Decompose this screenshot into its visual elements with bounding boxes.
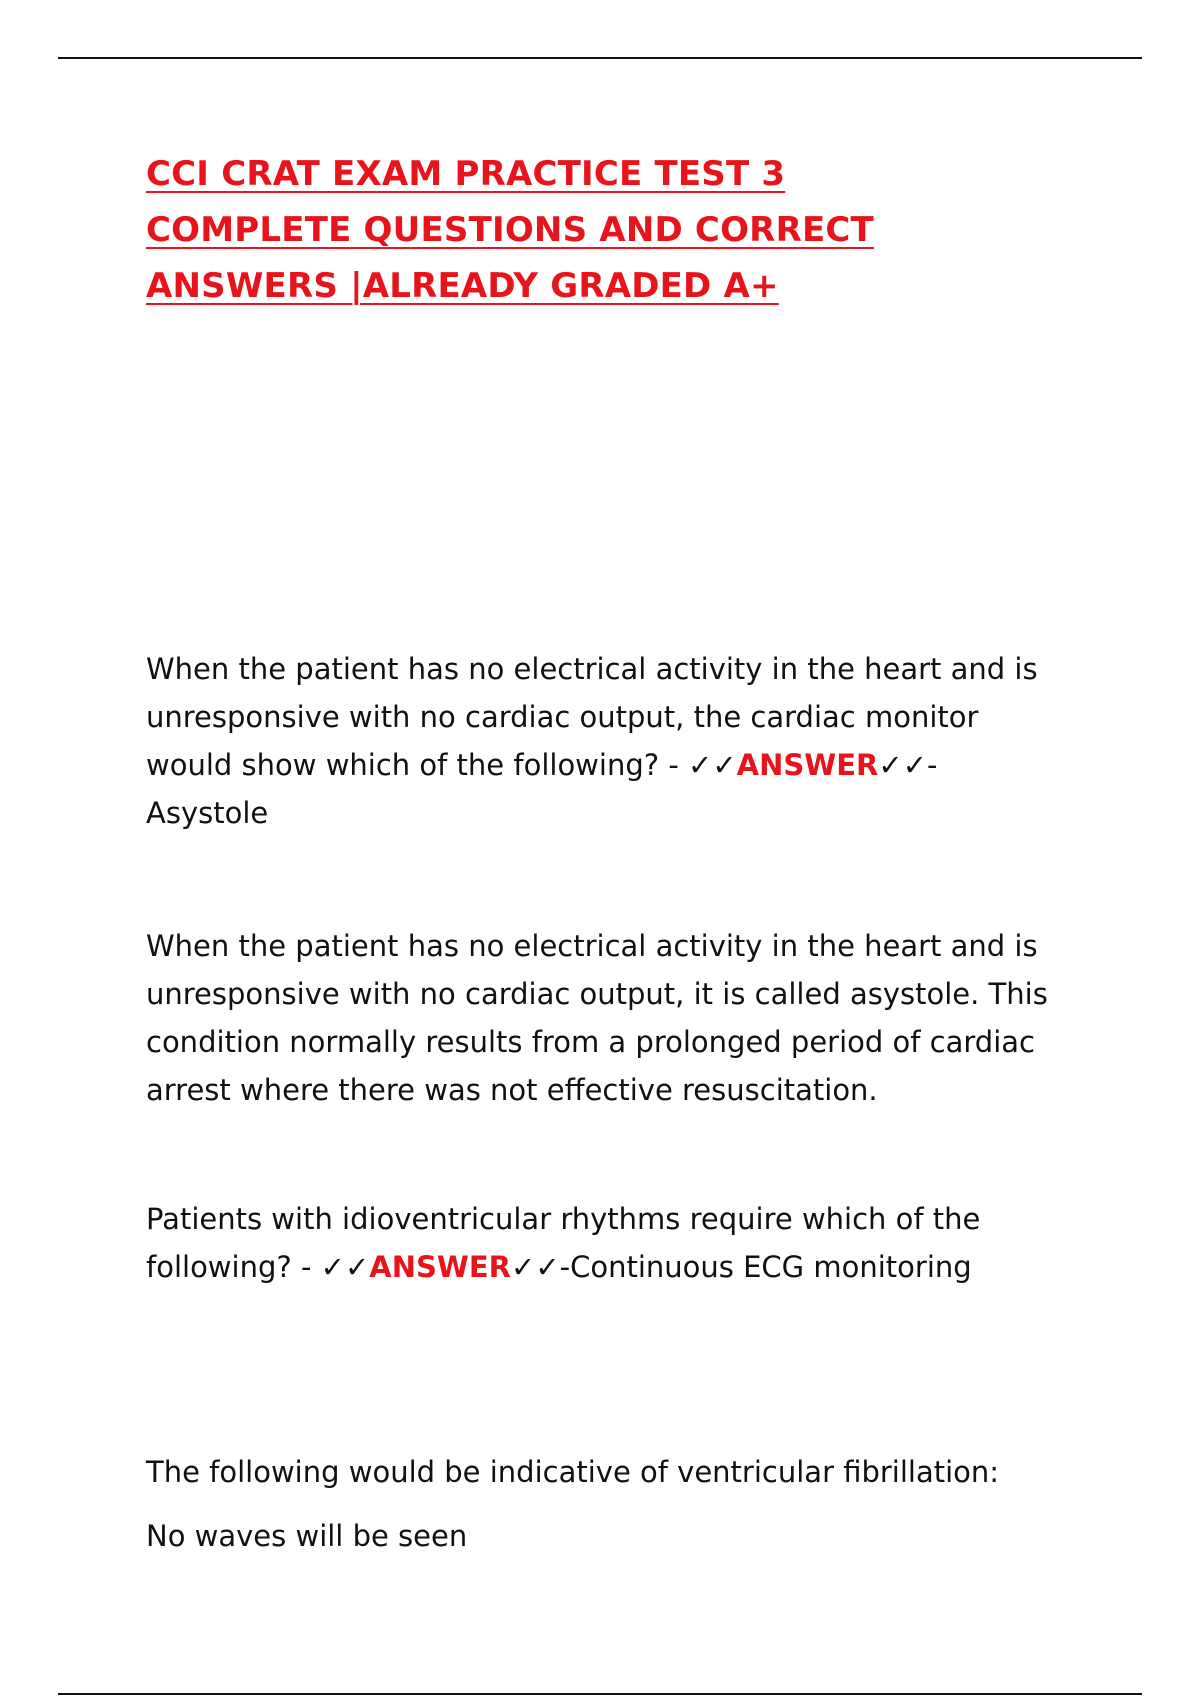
question-1-line-2: unresponsive with no cardiac output, the cardiac monitor [146, 700, 979, 734]
explanation-1-line-1: When the patient has no electrical activity in the heart and is [146, 929, 1038, 963]
question-1 [146, 645, 1086, 837]
question-1-line-3 [146, 741, 1086, 789]
document-title [146, 146, 1046, 314]
question-1-answer: Asystole [146, 796, 269, 830]
explanation-1-line-3: condition normally results from a prolonged period of cardiac [146, 1025, 1035, 1059]
question-3-line-1: The following would be indicative of ventricular fibrillation: [146, 1455, 1000, 1489]
title-line-1: CCI CRAT EXAM PRACTICE TEST 3 [146, 154, 786, 194]
answer-label: ANSWER [736, 748, 879, 782]
question-2 [146, 1195, 1086, 1291]
question-2-line-1: Patients with idioventricular rhythms require which of the [146, 1202, 981, 1236]
title-line-3: ANSWERS |ALREADY GRADED A+ [146, 266, 779, 306]
explanation-1-line-2: unresponsive with no cardiac output, it is called asystole. This [146, 977, 1048, 1011]
explanation-1 [146, 922, 1086, 1114]
question-1-line-3-prefix: would show which of the following? - [146, 748, 689, 782]
question-3 [146, 1440, 1086, 1568]
question-2-answer: -Continuous ECG monitoring [559, 1250, 972, 1284]
answer-label: ANSWER [369, 1250, 512, 1284]
question-3-line-2: No waves will be seen [146, 1519, 468, 1553]
header-rule [58, 57, 1142, 59]
checkmark-icon: ✓✓ [511, 1250, 560, 1284]
explanation-1-line-4: arrest where there was not effective resuscitation. [146, 1073, 878, 1107]
question-1-line-1: When the patient has no electrical activity in the heart and is [146, 652, 1038, 686]
checkmark-icon: ✓✓ [688, 748, 737, 782]
question-2-line-2 [146, 1243, 1086, 1291]
footer-rule [58, 1693, 1142, 1695]
checkmark-icon: ✓✓ [878, 748, 927, 782]
question-1-line-3-suffix: - [927, 748, 938, 782]
checkmark-icon: ✓✓ [320, 1250, 370, 1284]
title-line-2: COMPLETE QUESTIONS AND CORRECT [146, 210, 874, 250]
question-2-line-2-prefix: following? - [146, 1250, 321, 1284]
